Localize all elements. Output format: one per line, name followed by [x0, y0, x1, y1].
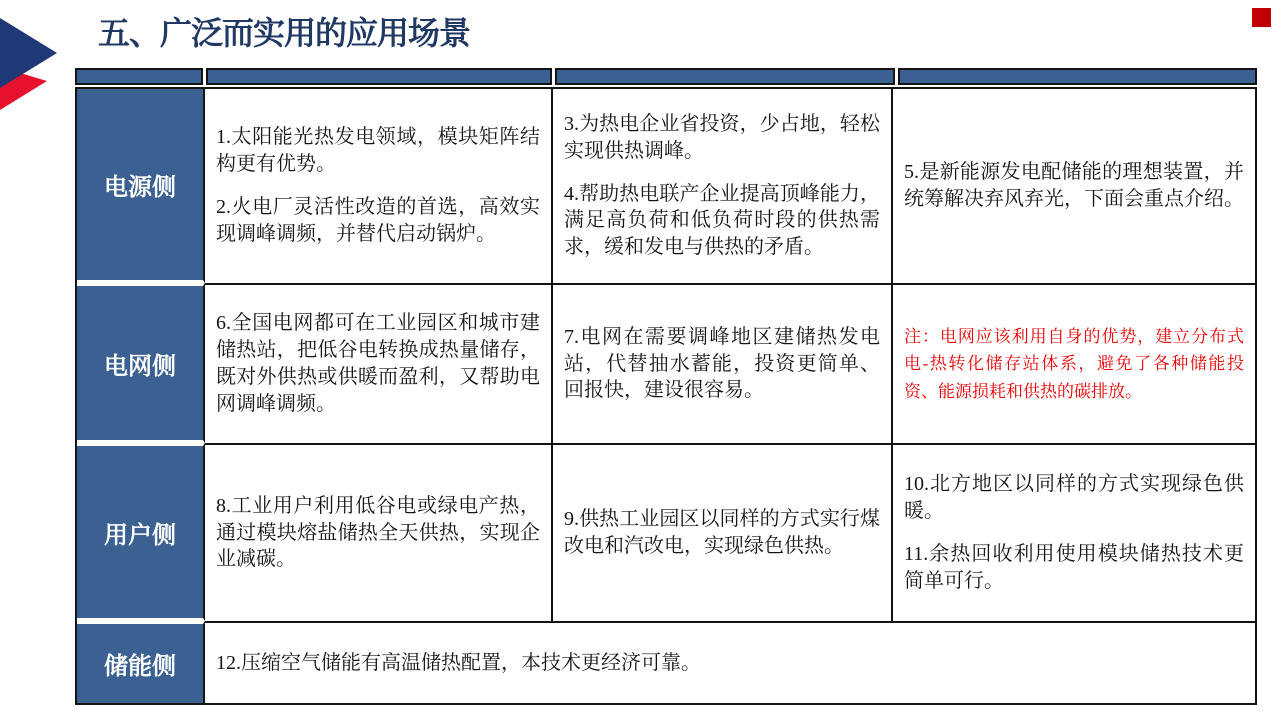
cell-user-side-3	[891, 443, 1255, 621]
label-user-side: 用户侧	[77, 443, 205, 621]
cell-item: 12.压缩空气储能有高温储热配置，本技术更经济可靠。	[216, 651, 701, 674]
cell-item: 6.全国电网都可在工业园区和城市建储热站，把低谷电转换成热量储存，既对外供热或供暖而盈利，又帮助电网调峰调频。	[216, 312, 540, 415]
table-row-user-side	[77, 443, 1255, 621]
cell-item: 5.是新能源发电配储能的理想装置，并统筹解决弃风弃光，下面会重点介绍。	[904, 161, 1244, 210]
table-header-cell	[555, 68, 895, 85]
table-header-cell	[75, 68, 203, 85]
cell-item: 2.火电厂灵活性改造的首选，高效实现调峰调频，并替代启动锅炉。	[216, 196, 540, 245]
cell-item: 9.供热工业园区以同样的方式实行煤改电和汽改电，实现绿色供热。	[564, 508, 880, 557]
table-header-cell	[206, 68, 552, 85]
cell-user-side-1	[205, 443, 551, 621]
page-title: 五、广泛而实用的应用场景	[98, 15, 471, 51]
red-note-text: 注：电网应该利用自身的优势，建立分布式电-热转化储存站体系，避免了各种储能投资、能源损耗和供热的碳排放。	[904, 327, 1244, 401]
chevron-logo-icon	[0, 0, 60, 115]
cell-user-side-2	[551, 443, 891, 621]
label-grid-side: 电网侧	[77, 283, 205, 443]
cell-power-side-3	[891, 89, 1255, 283]
table-header-row	[75, 68, 1257, 85]
cell-item: 11.余热回收利用使用模块储热技术更简单可行。	[904, 543, 1244, 592]
cell-item: 10.北方地区以同样的方式实现绿色供暖。	[904, 473, 1244, 523]
cell-power-side-2	[551, 89, 891, 283]
cell-item: 4.帮助热电联产企业提高顶峰能力，满足高负荷和低负荷时段的供热需求，缓和发电与供热的矛盾。	[564, 182, 880, 259]
cell-item: 1.太阳能光热发电领域，模块矩阵结构更有优势。	[216, 126, 540, 176]
label-storage-side: 储能侧	[77, 621, 205, 703]
applications-table	[75, 68, 1257, 705]
cell-grid-side-1	[205, 283, 551, 443]
cell-item: 7.电网在需要调峰地区建储热发电站，代替抽水蓄能，投资更简单、回报快，建设很容易。	[564, 325, 880, 402]
cell-storage-side-merged	[205, 621, 1255, 703]
label-power-side: 电源侧	[77, 89, 205, 283]
cell-grid-side-2	[551, 283, 891, 443]
corner-red-square	[1252, 8, 1271, 27]
table-row-storage-side	[77, 621, 1255, 703]
cell-power-side-1	[205, 89, 551, 283]
table-body	[75, 87, 1257, 705]
cell-item: 3.为热电企业省投资，少占地，轻松实现供热调峰。	[564, 113, 880, 162]
cell-item: 8.工业用户利用低谷电或绿电产热，通过模块熔盐储热全天供热，实现企业减碳。	[216, 494, 540, 571]
cell-grid-side-note	[891, 283, 1255, 443]
table-header-cell	[898, 68, 1257, 85]
table-row-power-side	[77, 89, 1255, 283]
table-row-grid-side	[77, 283, 1255, 443]
